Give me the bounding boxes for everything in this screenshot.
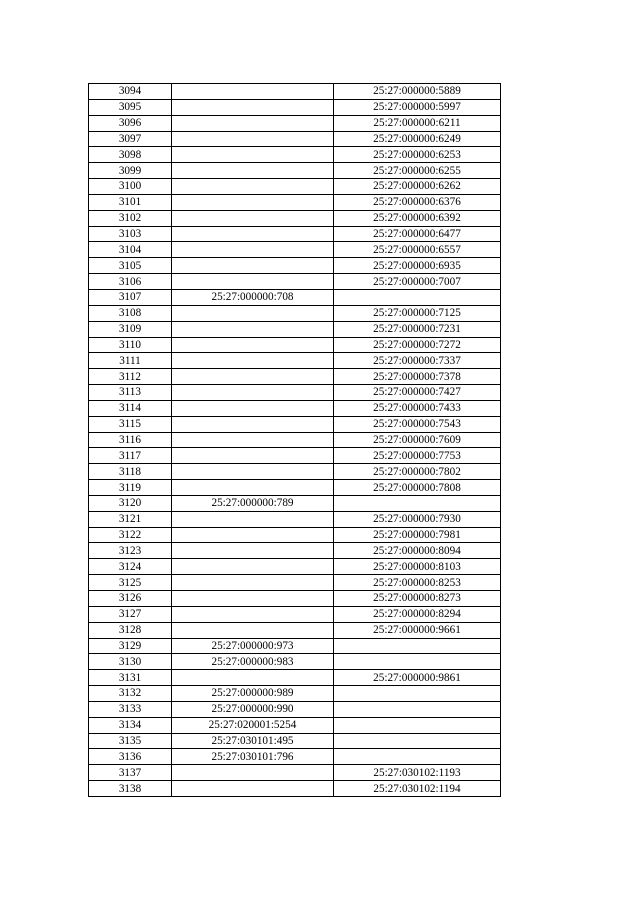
cadastral-number-cell-b: 25:27:000000:8103 — [334, 559, 501, 575]
cadastral-number-cell-a — [172, 337, 334, 353]
table-row — [89, 733, 501, 749]
row-number-cell: 3100 — [89, 179, 172, 195]
cadastral-number-cell-a — [172, 226, 334, 242]
cadastral-number-cell-b: 25:27:000000:7007 — [334, 274, 501, 290]
cadastral-number-cell-a — [172, 464, 334, 480]
table-row — [89, 559, 501, 575]
table-row — [89, 781, 501, 797]
cadastral-number-cell-b: 25:27:000000:9861 — [334, 670, 501, 686]
cadastral-number-cell-b: 25:27:000000:6392 — [334, 210, 501, 226]
row-number-cell: 3114 — [89, 400, 172, 416]
table-row — [89, 480, 501, 496]
cadastral-number-cell-b: 25:27:000000:7272 — [334, 337, 501, 353]
row-number-cell: 3127 — [89, 606, 172, 622]
cadastral-number-cell-b: 25:27:000000:8273 — [334, 591, 501, 607]
cadastral-number-cell-b: 25:27:000000:7808 — [334, 480, 501, 496]
table-row — [89, 131, 501, 147]
cadastral-number-cell-b: 25:27:000000:7609 — [334, 432, 501, 448]
cadastral-number-cell-a: 25:27:000000:708 — [172, 289, 334, 305]
table-row — [89, 686, 501, 702]
cadastral-number-cell-a — [172, 305, 334, 321]
row-number-cell: 3115 — [89, 416, 172, 432]
table-row — [89, 448, 501, 464]
row-number-cell: 3129 — [89, 638, 172, 654]
cadastral-number-cell-b: 25:27:000000:7543 — [334, 416, 501, 432]
row-number-cell: 3136 — [89, 749, 172, 765]
row-number-cell: 3120 — [89, 495, 172, 511]
cadastral-number-cell-a — [172, 194, 334, 210]
row-number-cell: 3107 — [89, 289, 172, 305]
cadastral-number-cell-b — [334, 495, 501, 511]
row-number-cell: 3123 — [89, 543, 172, 559]
cadastral-number-cell-b: 25:27:000000:5997 — [334, 99, 501, 115]
cadastral-number-cell-b: 25:27:000000:6935 — [334, 258, 501, 274]
cadastral-number-cell-b: 25:27:000000:7125 — [334, 305, 501, 321]
cadastral-number-cell-b: 25:27:030102:1194 — [334, 781, 501, 797]
cadastral-number-cell-a — [172, 84, 334, 100]
row-number-cell: 3119 — [89, 480, 172, 496]
cadastral-number-cell-b — [334, 749, 501, 765]
row-number-cell: 3138 — [89, 781, 172, 797]
cadastral-number-cell-a — [172, 559, 334, 575]
row-number-cell: 3103 — [89, 226, 172, 242]
row-number-cell: 3134 — [89, 717, 172, 733]
cadastral-number-cell-b: 25:27:000000:8253 — [334, 575, 501, 591]
table-row — [89, 543, 501, 559]
row-number-cell: 3133 — [89, 701, 172, 717]
cadastral-number-cell-a — [172, 575, 334, 591]
table-row — [89, 147, 501, 163]
cadastral-number-cell-a: 25:27:030101:495 — [172, 733, 334, 749]
cadastral-number-cell-a — [172, 385, 334, 401]
table-row — [89, 717, 501, 733]
row-number-cell: 3137 — [89, 765, 172, 781]
table-row — [89, 495, 501, 511]
row-number-cell: 3121 — [89, 511, 172, 527]
row-number-cell: 3094 — [89, 84, 172, 100]
table-row — [89, 321, 501, 337]
row-number-cell: 3126 — [89, 591, 172, 607]
cadastral-number-cell-a — [172, 258, 334, 274]
table-row — [89, 163, 501, 179]
cadastral-number-cell-a — [172, 591, 334, 607]
table-row — [89, 432, 501, 448]
cadastral-number-table — [88, 83, 501, 797]
cadastral-number-cell-a — [172, 179, 334, 195]
row-number-cell: 3098 — [89, 147, 172, 163]
cadastral-number-cell-b: 25:27:000000:7427 — [334, 385, 501, 401]
cadastral-number-cell-b: 25:27:030102:1193 — [334, 765, 501, 781]
table-row — [89, 606, 501, 622]
cadastral-number-cell-b: 25:27:000000:6255 — [334, 163, 501, 179]
row-number-cell: 3106 — [89, 274, 172, 290]
cadastral-number-cell-a — [172, 163, 334, 179]
table-row — [89, 179, 501, 195]
row-number-cell: 3122 — [89, 527, 172, 543]
row-number-cell: 3096 — [89, 115, 172, 131]
table-row — [89, 416, 501, 432]
cadastral-number-cell-b: 25:27:000000:7378 — [334, 369, 501, 385]
row-number-cell: 3101 — [89, 194, 172, 210]
cadastral-number-cell-b: 25:27:000000:6249 — [334, 131, 501, 147]
cadastral-number-cell-a — [172, 99, 334, 115]
cadastral-number-cell-b: 25:27:000000:6253 — [334, 147, 501, 163]
cadastral-number-cell-b: 25:27:000000:5889 — [334, 84, 501, 100]
row-number-cell: 3130 — [89, 654, 172, 670]
cadastral-number-cell-b — [334, 717, 501, 733]
table-body — [89, 84, 501, 797]
table-row — [89, 353, 501, 369]
table-row — [89, 115, 501, 131]
table-row — [89, 385, 501, 401]
table-row — [89, 575, 501, 591]
cadastral-number-cell-a: 25:27:000000:973 — [172, 638, 334, 654]
row-number-cell: 3104 — [89, 242, 172, 258]
cadastral-number-cell-b: 25:27:000000:6376 — [334, 194, 501, 210]
cadastral-number-cell-b: 25:27:000000:7433 — [334, 400, 501, 416]
row-number-cell: 3132 — [89, 686, 172, 702]
table-row — [89, 527, 501, 543]
row-number-cell: 3111 — [89, 353, 172, 369]
row-number-cell: 3108 — [89, 305, 172, 321]
table-row — [89, 638, 501, 654]
cadastral-number-cell-a — [172, 432, 334, 448]
cadastral-number-cell-a — [172, 622, 334, 638]
cadastral-number-cell-b: 25:27:000000:7981 — [334, 527, 501, 543]
cadastral-number-cell-a — [172, 274, 334, 290]
cadastral-number-cell-a: 25:27:030101:796 — [172, 749, 334, 765]
cadastral-number-cell-a — [172, 321, 334, 337]
table-row — [89, 289, 501, 305]
table-row — [89, 464, 501, 480]
cadastral-number-cell-b: 25:27:000000:7231 — [334, 321, 501, 337]
cadastral-number-cell-b: 25:27:000000:7802 — [334, 464, 501, 480]
cadastral-number-cell-b: 25:27:000000:7337 — [334, 353, 501, 369]
cadastral-number-cell-b: 25:27:000000:6477 — [334, 226, 501, 242]
row-number-cell: 3102 — [89, 210, 172, 226]
cadastral-number-cell-a — [172, 527, 334, 543]
cadastral-number-cell-b — [334, 733, 501, 749]
cadastral-number-cell-b: 25:27:000000:9661 — [334, 622, 501, 638]
cadastral-number-cell-a — [172, 670, 334, 686]
table-row — [89, 337, 501, 353]
table-row — [89, 305, 501, 321]
row-number-cell: 3099 — [89, 163, 172, 179]
cadastral-number-cell-b — [334, 638, 501, 654]
table-row — [89, 274, 501, 290]
cadastral-number-cell-b — [334, 289, 501, 305]
row-number-cell: 3118 — [89, 464, 172, 480]
row-number-cell: 3125 — [89, 575, 172, 591]
cadastral-number-cell-a — [172, 131, 334, 147]
cadastral-number-cell-a — [172, 210, 334, 226]
table-row — [89, 84, 501, 100]
cadastral-number-cell-a — [172, 115, 334, 131]
cadastral-number-cell-a — [172, 242, 334, 258]
cadastral-number-cell-a: 25:27:000000:789 — [172, 495, 334, 511]
row-number-cell: 3128 — [89, 622, 172, 638]
cadastral-number-cell-a — [172, 781, 334, 797]
row-number-cell: 3124 — [89, 559, 172, 575]
cadastral-number-cell-a — [172, 448, 334, 464]
table-row — [89, 210, 501, 226]
table-row — [89, 511, 501, 527]
table-row — [89, 400, 501, 416]
cadastral-number-cell-a: 25:27:000000:990 — [172, 701, 334, 717]
table-row — [89, 670, 501, 686]
table-row — [89, 701, 501, 717]
cadastral-number-cell-a — [172, 480, 334, 496]
row-number-cell: 3131 — [89, 670, 172, 686]
cadastral-number-cell-a — [172, 606, 334, 622]
cadastral-number-cell-a — [172, 765, 334, 781]
row-number-cell: 3095 — [89, 99, 172, 115]
cadastral-number-cell-b: 25:27:000000:6557 — [334, 242, 501, 258]
cadastral-number-cell-b: 25:27:000000:7753 — [334, 448, 501, 464]
table-row — [89, 765, 501, 781]
row-number-cell: 3109 — [89, 321, 172, 337]
table-row — [89, 258, 501, 274]
row-number-cell: 3117 — [89, 448, 172, 464]
table-row — [89, 622, 501, 638]
cadastral-number-cell-a: 25:27:000000:989 — [172, 686, 334, 702]
table-row — [89, 591, 501, 607]
cadastral-number-cell-b — [334, 654, 501, 670]
cadastral-number-cell-b: 25:27:000000:7930 — [334, 511, 501, 527]
cadastral-number-cell-a — [172, 400, 334, 416]
cadastral-number-cell-b — [334, 701, 501, 717]
cadastral-number-cell-b: 25:27:000000:6262 — [334, 179, 501, 195]
row-number-cell: 3135 — [89, 733, 172, 749]
cadastral-number-cell-b — [334, 686, 501, 702]
table-row — [89, 99, 501, 115]
cadastral-number-cell-b: 25:27:000000:8094 — [334, 543, 501, 559]
cadastral-number-cell-a — [172, 511, 334, 527]
row-number-cell: 3112 — [89, 369, 172, 385]
table-row — [89, 226, 501, 242]
cadastral-number-cell-a — [172, 369, 334, 385]
row-number-cell: 3110 — [89, 337, 172, 353]
cadastral-number-cell-a: 25:27:020001:5254 — [172, 717, 334, 733]
table-row — [89, 242, 501, 258]
row-number-cell: 3116 — [89, 432, 172, 448]
row-number-cell: 3105 — [89, 258, 172, 274]
table-row — [89, 654, 501, 670]
table-row — [89, 369, 501, 385]
cadastral-number-cell-a — [172, 147, 334, 163]
cadastral-number-cell-a — [172, 543, 334, 559]
row-number-cell: 3113 — [89, 385, 172, 401]
table-row — [89, 194, 501, 210]
row-number-cell: 3097 — [89, 131, 172, 147]
cadastral-number-cell-a — [172, 353, 334, 369]
cadastral-number-cell-b: 25:27:000000:8294 — [334, 606, 501, 622]
cadastral-number-cell-a — [172, 416, 334, 432]
table-row — [89, 749, 501, 765]
cadastral-number-cell-b: 25:27:000000:6211 — [334, 115, 501, 131]
cadastral-number-cell-a: 25:27:000000:983 — [172, 654, 334, 670]
